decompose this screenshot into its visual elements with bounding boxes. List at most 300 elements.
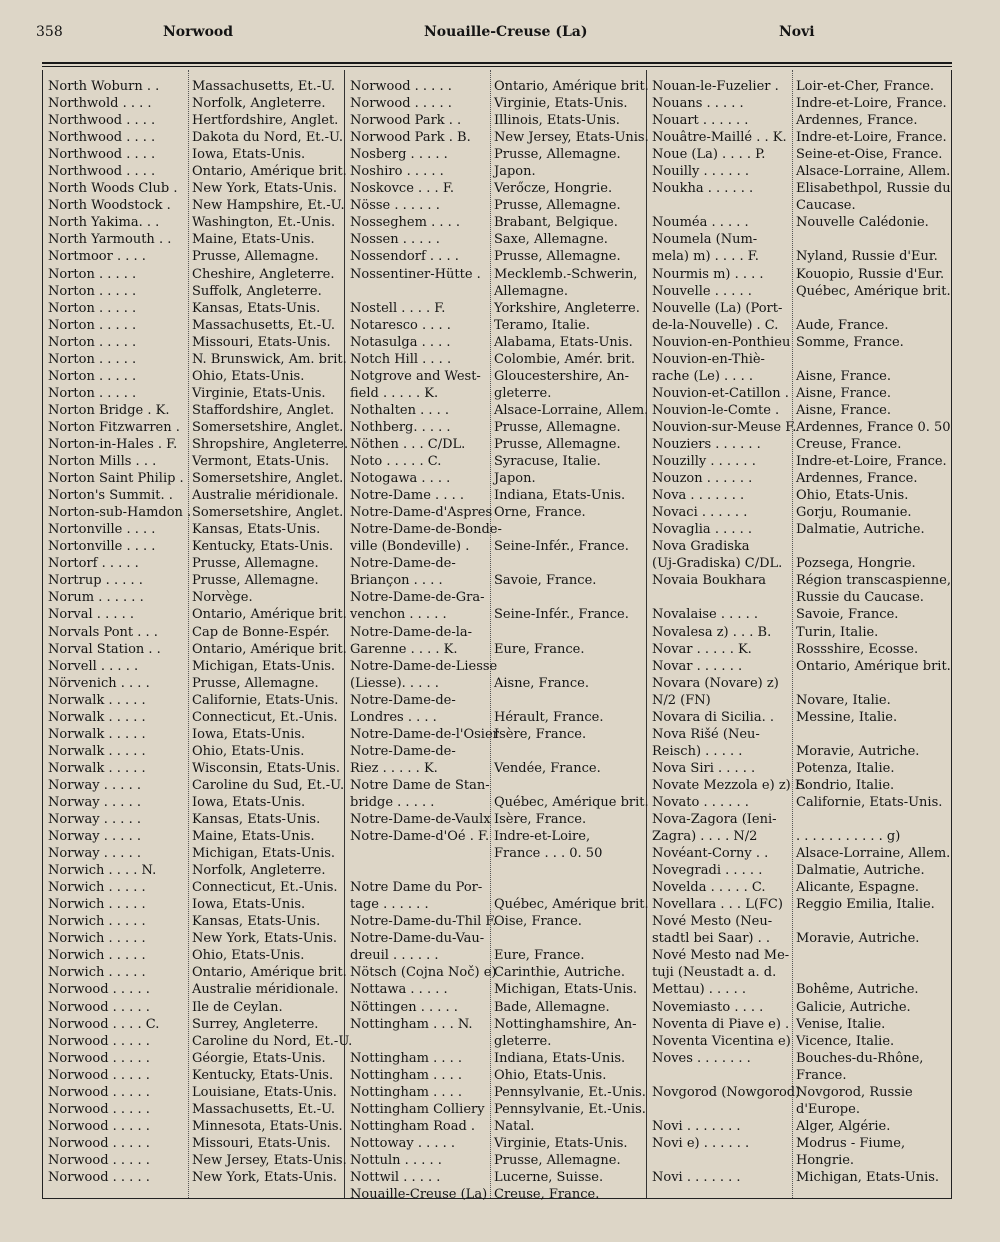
place-name: Novéant-Corny . . [652,846,769,862]
place-name: Nottingham Colliery [350,1101,485,1117]
country-region: Vicence, Italie. [796,1033,895,1049]
entry-row [652,146,948,163]
place-name: Nouart . . . . . . [652,113,749,129]
country-region: Connecticut, Et.-Unis. [192,880,338,896]
country-region: Prusse, Allemagne. [192,675,319,691]
country-region: Californie, Etats-Unis. [796,794,943,810]
place-name: Norton-sub-Hamdon . [48,505,192,521]
country-region: Ohio, Etats-Unis. [494,1067,607,1083]
country-region: Sondrio, Italie. [796,777,895,793]
country-region: Québec, Amérique brit. [494,794,649,810]
place-name: Nosseghem . . . . [350,215,461,231]
entry-row [48,180,342,197]
entry-row [652,419,951,436]
country-region: Hérault, France. [494,709,604,725]
place-name: Northwood . . . . [48,147,156,163]
entry-row [48,487,342,504]
place-name: Norton Saint Philip . [48,471,184,487]
entry-row [652,180,951,197]
entry-row [48,1050,342,1067]
entry-row [48,572,342,589]
country-region: New Jersey, Etats-Unis. [494,130,649,146]
place-name: Nottoway . . . . . [350,1135,456,1151]
entry-row [652,572,951,589]
country-region: New Hampshire, Et.-U. [192,198,345,214]
country-region: Indre-et-Loire, [494,829,591,845]
place-name: Notogawa . . . . [350,471,451,487]
country-region: Caroline du Nord, Et.-U. [192,1033,353,1049]
entry-row [652,947,948,964]
country-region: Somersetshire, Anglet. [192,505,344,521]
entry-row [652,266,948,283]
entry-row [652,913,948,930]
place-name: Nové Mesto (Neu- [652,914,773,930]
country-region: Galicie, Autriche. [796,999,911,1015]
country-region: Surrey, Angleterre. [192,1016,319,1032]
place-name: Norwalk . . . . . [48,743,146,759]
country-region: New York, Etats-Unis. [192,931,338,947]
country-region: Seine-Infér., France. [494,607,629,623]
entry-row [48,675,342,692]
entry-row [350,828,644,845]
place-name: dreuil . . . . . . [350,948,439,964]
entry-row [652,1033,948,1050]
place-name: Nova . . . . . . . [652,488,745,504]
entry-row [652,606,948,623]
country-region: Eure, France. [494,948,585,964]
place-name: Briançon . . . . [350,573,443,589]
country-region: Moravie, Autriche. [796,931,920,947]
place-name: Norval . . . . . [48,607,134,623]
country-region: Saxe, Allemagne. [494,232,608,248]
country-region: Ontario, Amérique brit. [796,658,951,674]
entry-row [350,658,644,675]
place-name: Notre-Dame-du-Thil F. [350,914,497,930]
country-region: Prusse, Allemagne. [192,249,319,265]
entry-row [652,487,948,504]
place-name: Notre-Dame-de- [350,556,456,572]
entry-row [652,402,948,419]
country-region: Prusse, Allemagne. [494,147,621,163]
country-region: Nouvelle Calédonie. [796,215,929,231]
entry-row [652,760,948,777]
country-region: Aude, France. [796,317,889,333]
entry-row [48,692,342,709]
entry-row [350,624,644,641]
entry-row [48,1152,347,1169]
entry-row [652,504,948,521]
entry-row [652,385,948,402]
entry-row [48,913,342,930]
country-region: Natal. [494,1118,535,1134]
place-name: Nouméa . . . . . [652,215,749,231]
place-name: Norwood . . . . . [350,79,452,94]
entry-row [48,334,342,351]
entry-row [48,163,347,180]
country-region: Loir-et-Cher, France. [796,79,935,94]
entry-row [48,402,342,419]
place-name: Norwood . . . . C. [48,1016,160,1032]
entry-row [48,351,347,368]
country-region: Aisne, France. [796,368,892,384]
country-region: Gloucestershire, An- [494,368,630,384]
entry-row [652,470,948,487]
country-region: Isère, France. [494,726,587,742]
place-name: Novgorod (Nowgorod) [652,1084,801,1100]
place-name: Novelda . . . . . C. [652,880,766,896]
place-name: Novi e) . . . . . . [652,1135,750,1151]
place-name: Novaglia . . . . . [652,522,753,538]
place-name: Nova Rišé (Neu- [652,726,760,742]
country-region: Aisne, France. [796,385,892,401]
place-name: Nouvion-le-Comte . [652,402,780,418]
entry-row [48,214,342,231]
country-region: Staffordshire, Anglet. [192,402,335,418]
place-name: tuji (Neustadt a. d. [652,965,777,981]
country-region: New Jersey, Etats-Unis. [192,1152,347,1168]
country-region: Ardennes, France. [796,113,918,129]
header-rule-thin [42,66,952,67]
entry-row [350,743,644,760]
place-name: Notre-Dame-de-Bonde- [350,522,502,538]
entry-row [350,368,644,385]
place-name: Norton . . . . . [48,351,137,367]
entry-row [350,146,644,163]
place-name: Northwood . . . . [48,113,156,129]
country-region: Minnesota, Etats-Unis. [192,1118,343,1134]
country-region: Ontario, Amérique brit. [192,965,347,981]
entry-row [652,726,948,743]
place-name: Nostell . . . . F. [350,300,446,316]
entry-row [350,1050,644,1067]
entry-row [48,419,342,436]
country-region: Kansas, Etats-Unis. [192,914,321,930]
entry-row [652,283,951,300]
entry-row [350,641,644,658]
place-name: Norwood . . . . . [48,1152,150,1168]
place-name: Novi . . . . . . . [652,1170,741,1185]
header-rule [42,62,952,64]
place-name: Norwood Park . . [350,113,462,129]
place-name: Mettau) . . . . . [652,982,746,998]
entry-row [652,896,948,913]
entry-row [48,368,342,385]
entry-row [350,896,649,913]
entry-row [350,930,644,947]
entry-row [350,811,644,828]
place-name: Nourmis m) . . . . [652,266,764,282]
country-region: Pennsylvanie, Et.-Unis. [494,1084,646,1100]
entry-row [350,726,644,743]
place-name: Norwalk . . . . . [48,726,146,742]
place-name: Nottuln . . . . . [350,1152,442,1168]
place-name: tage . . . . . . [350,897,429,913]
entry-row [652,777,948,794]
place-name: Nouilly . . . . . . [652,164,749,180]
entry-row [652,436,948,453]
entry-row [48,879,342,896]
country-region: Pozsega, Hongrie. [796,556,916,572]
header-middle-entry: Nouaille-Creuse (La) [424,24,588,40]
entry-row [350,845,644,862]
country-region: Seine-Infér., France. [494,539,629,555]
country-region: . . . . . . . . . . . g) [796,829,901,845]
place-name: Notre-Dame-de-Liesse [350,658,498,674]
country-region: Virginie, Etats-Unis. [494,1135,628,1151]
entry-row [350,1169,644,1186]
place-name: Notch Hill . . . . [350,351,452,367]
entry-row [350,112,644,129]
place-name: Nossendorf . . . . [350,249,459,265]
country-region: Ontario, Amérique brit. [192,607,347,623]
entries-column-3 [652,78,951,1186]
country-region: Kentucky, Etats-Unis. [192,539,334,555]
place-name: Norway . . . . . [48,794,141,810]
entry-row [652,828,948,845]
country-region: Ontario, Amérique brit. [192,641,347,657]
place-name: Noukha . . . . . . [652,181,754,197]
entry-row [48,606,347,623]
country-region: Indiana, Etats-Unis. [494,1050,626,1066]
place-name: Norton . . . . . [48,266,137,282]
place-name: Nova Siri . . . . . [652,760,756,776]
entry-row [652,981,948,998]
country-region: Indiana, Etats-Unis. [494,488,626,504]
entry-row [48,95,342,112]
country-region: Québec, Amérique brit. [796,283,951,299]
place-name: Noue (La) . . . . P. [652,147,766,163]
country-region: Géorgie, Etats-Unis. [192,1050,326,1066]
entry-row [652,521,948,538]
country-region: Prusse, Allemagne. [494,249,621,265]
place-name: Norwich . . . . . [48,880,146,896]
country-region: Syracuse, Italie. [494,454,601,470]
place-name: Nothalten . . . . [350,402,450,418]
entry-row [48,317,342,334]
place-name: Nosberg . . . . . [350,147,448,163]
place-name: Nottingham . . . N. [350,1016,473,1032]
entry-row [350,487,644,504]
country-region: Caucase. [796,198,856,214]
place-name: Novar . . . . . K. [652,641,752,657]
country-region: Ardennes, France. [796,471,918,487]
place-name: Zagra) . . . . N/2 [652,829,758,845]
entry-row [652,214,948,231]
country-region: Vermont, Etats-Unis. [192,454,330,470]
entry-row [652,1101,948,1118]
place-name: Nouvelle . . . . . [652,283,752,299]
place-name: Novara (Novare) z) [652,675,779,691]
place-name: Norvals Pont . . . [48,624,158,640]
entry-row [350,589,644,606]
place-name: Notre-Dame-de-Vaulx [350,812,491,828]
entry-row [48,999,342,1016]
entry-row [350,95,644,112]
place-name: Norwood . . . . . [48,1135,150,1151]
entry-row [652,248,948,265]
entry-row [350,78,649,95]
place-name: Notre-Dame-d'Oé . F. [350,829,490,845]
place-name: Notre-Dame-de-la- [350,624,473,640]
place-name: Novato . . . . . . [652,794,749,810]
entry-row [350,1101,644,1118]
country-region: Ohio, Etats-Unis. [192,948,305,964]
country-region: Novgorod, Russie [796,1084,913,1100]
place-name: Norwalk . . . . . [48,760,146,776]
entry-row [48,146,342,163]
place-name: Nösse . . . . . . [350,198,440,214]
entry-row [350,999,644,1016]
place-name: Norway . . . . . [48,812,141,828]
country-region: Norvège. [192,590,253,606]
country-region: Kouopio, Russie d'Eur. [796,266,945,282]
country-region: Prusse, Allemagne. [494,198,621,214]
country-region: Hongrie. [796,1152,855,1168]
entry-row [652,1118,948,1135]
country-region: Alsace-Lorraine, Allem. [796,164,951,180]
place-name: Nortmoor . . . . [48,249,146,265]
place-name: Norwood . . . . . [48,1033,150,1049]
entry-row [350,1084,644,1101]
country-region: Californie, Etats-Unis. [192,692,339,708]
entry-row [652,1067,948,1084]
country-region: Dalmatie, Autriche. [796,863,925,879]
entry-row [652,1152,948,1169]
country-region: Kansas, Etats-Unis. [192,522,321,538]
entry-row [350,538,644,555]
entry-row [48,1101,342,1118]
country-region: Reggio Emilia, Italie. [796,897,935,913]
entry-row [350,248,644,265]
country-region: Japon. [494,471,536,487]
country-region: Louisiane, Etats-Unis. [192,1084,337,1100]
entry-row [652,334,948,351]
place-name: Nouziers . . . . . . [652,436,761,452]
place-name: Notre Dame du Por- [350,880,483,896]
place-name: Novara di Sicilia. . [652,709,774,725]
entry-row [350,1067,644,1084]
country-region: Bohême, Autriche. [796,982,919,998]
place-name: Norwood . . . . . [48,1170,150,1185]
country-region: Prusse, Allemagne. [494,436,621,452]
place-name: Nortrup . . . . . [48,573,143,589]
entry-row [652,879,948,896]
entry-row [48,129,342,146]
country-region: Messine, Italie. [796,709,898,725]
country-region: Russie du Caucase. [796,590,924,606]
entry-row [350,453,644,470]
country-region: Seine-et-Oise, France. [796,147,943,163]
country-region: Mecklemb.-Schwerin, [494,266,638,282]
entry-row [48,521,342,538]
country-region: Ontario, Amérique brit. [494,79,649,94]
place-name: Novalesa z) . . . B. [652,624,772,640]
entry-row [350,1152,644,1169]
country-region: Pennsylvanie, Et.-Unis. [494,1101,646,1117]
country-region: Nottinghamshire, An- [494,1016,637,1032]
entry-row [652,658,951,675]
place-name: Norwood . . . . . [48,982,150,998]
entry-row [48,726,342,743]
entry-row [48,385,342,402]
place-name: Norton . . . . . [48,334,137,350]
place-name: Notre-Dame-de- [350,692,456,708]
country-region: Modrus - Fiume, [796,1135,906,1151]
place-name: Novellara . . . L(FC) [652,897,783,913]
place-name: Reisch) . . . . . [652,743,743,759]
entries-column-1 [48,78,353,1186]
entry-row [350,180,644,197]
place-name: Norwood . . . . . [48,1101,150,1117]
entry-row [652,197,948,214]
country-region: Iowa, Etats-Unis. [192,897,306,913]
country-region: Dakota du Nord, Et.-U. [192,130,343,146]
entry-row [48,794,342,811]
place-name: North Yarmouth . . [48,232,172,248]
entry-row [652,129,948,146]
country-region: France. [796,1067,847,1083]
place-name: Nortonville . . . . [48,539,156,555]
entry-row [48,197,345,214]
country-region: Alsace-Lorraine, Allem. [796,846,951,862]
country-region: Indre-et-Loire, France. [796,96,947,112]
country-region: N. Brunswick, Am. brit. [192,351,347,367]
entry-row [48,1016,342,1033]
country-region: Somersetshire, Anglet. [192,419,344,435]
place-name: Northwood . . . . [48,130,156,146]
place-name: (Liesse). . . . . [350,675,439,691]
column-divider [646,70,647,1198]
place-name: Notre-Dame . . . . [350,488,464,504]
country-region: Alicante, Espagne. [796,880,920,896]
place-name: Nouâtre-Maillé . . K. [652,130,787,146]
country-region: Washington, Et.-Unis. [192,215,336,231]
entry-row [350,1118,644,1135]
entry-row [350,606,644,623]
country-region: Michigan, Etats-Unis. [796,1170,940,1185]
country-region: Somme, France. [796,334,904,350]
country-region: Connecticut, Et.-Unis. [192,709,338,725]
entry-row [652,300,948,317]
entry-row [48,470,342,487]
entry-row [48,589,342,606]
place-name: Norton . . . . . [48,385,137,401]
country-region: Michigan, Etats-Unis. [494,982,638,998]
country-region: Cheshire, Angleterre. [192,266,335,282]
entry-row [350,981,644,998]
country-region: Savoie, France. [796,607,899,623]
country-region: Isère, France. [494,812,587,828]
entry-row [350,129,649,146]
entry-row [350,1135,644,1152]
place-name: Northwold . . . . [48,96,152,112]
entry-row [48,1033,353,1050]
place-name: Norton Mills . . . [48,454,157,470]
country-region: Ohio, Etats-Unis. [796,488,909,504]
entry-row [48,1084,342,1101]
country-region: Massachusetts, Et.-U. [192,317,336,333]
country-region: Suffolk, Angleterre. [192,283,322,299]
place-name: Nottingham . . . . [350,1067,463,1083]
place-name: Notasulga . . . . [350,334,451,350]
entry-row [350,709,644,726]
place-name: Norton . . . . . [48,317,137,333]
place-name: Norton . . . . . [48,283,137,299]
country-region: Wisconsin, Etats-Unis. [192,760,340,776]
country-region: gleterre. [494,1033,552,1049]
place-name: Nothberg. . . . . [350,419,451,435]
place-name: Norwood . . . . . [48,999,150,1015]
